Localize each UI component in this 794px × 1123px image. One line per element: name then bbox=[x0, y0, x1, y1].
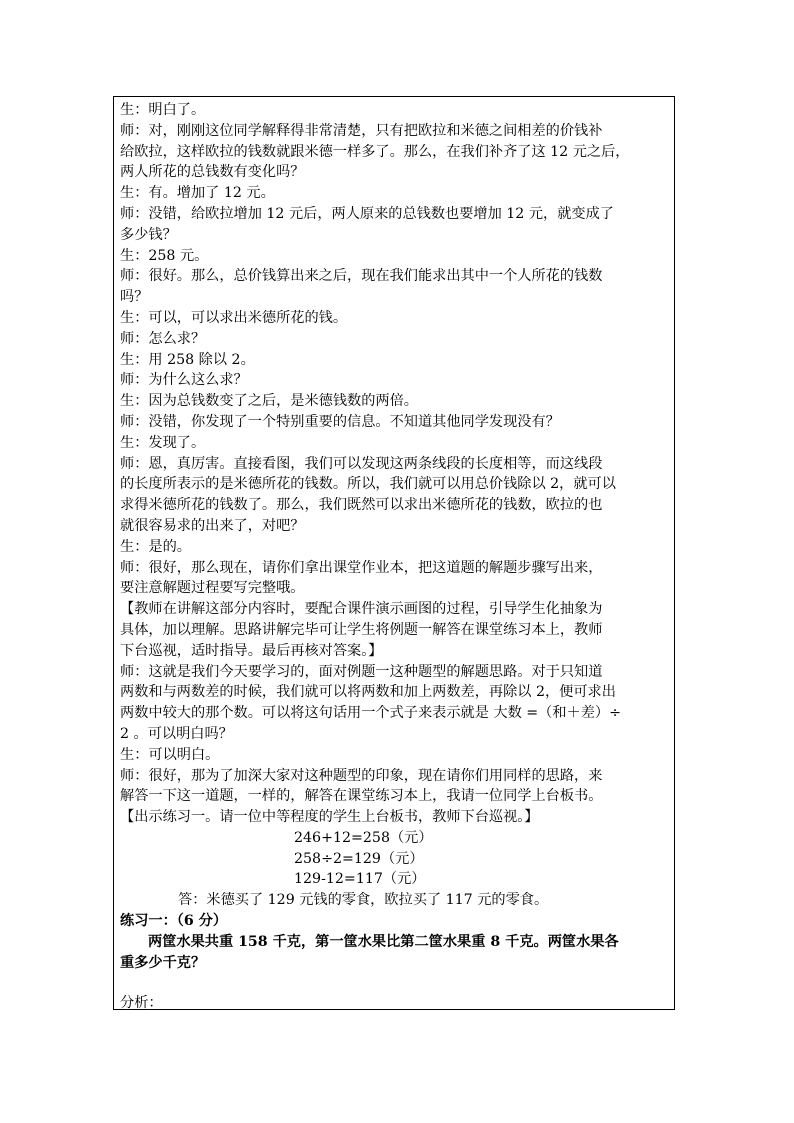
equations-block bbox=[120, 828, 668, 890]
dialogue-line: 生：因为总钱数变了之后，是米德钱数的两倍。 bbox=[120, 393, 418, 410]
dialogue-line: 两人所花的总钱数有变化吗？ bbox=[120, 164, 305, 181]
dialogue-line: 师：很好，那么现在，请你们拿出课堂作业本，把这道题的解题步骤写出来， bbox=[120, 559, 603, 576]
dialogue-line: 师：没错，你发现了一个特别重要的信息。不知道其他同学发现没有？ bbox=[120, 413, 560, 430]
dialogue-line: 吗？ bbox=[120, 289, 149, 306]
dialogue-line: 生：有。增加了 12 元。 bbox=[120, 185, 275, 202]
dialogue-line: 【出示练习一。请一位中等程度的学生上台板书，教师下台巡视。】 bbox=[120, 809, 539, 826]
dialogue-line: 的长度所表示的是米德所花的钱数。所以，我们就可以用总价钱除以 2，就可以 bbox=[120, 476, 616, 493]
dialogue-line: 生：明白了。 bbox=[120, 102, 206, 118]
dialogue-line: 【教师在讲解这部分内容时，要配合课件演示画图的过程，引导学生化抽象为 bbox=[120, 601, 603, 618]
dialogue-line: 师：这就是我们今天要学习的，面对例题一这种题型的解题思路。对于只知道 bbox=[120, 663, 603, 680]
dialogue-line: 师：为什么这么求？ bbox=[120, 372, 248, 389]
lesson-text-box bbox=[113, 96, 675, 1010]
dialogue-line: 给欧拉，这样欧拉的钱数就跟米德一样多了。那么，在我们补齐了这 12 元之后， bbox=[120, 143, 630, 160]
dialogue-line: 具体，加以理解。思路讲解完毕可让学生将例题一解答在课堂练习本上，教师 bbox=[120, 621, 603, 638]
dialogue-line: 就很容易求的出来了，对吧？ bbox=[120, 517, 305, 534]
equation-line: 246+12=258（元） bbox=[294, 829, 433, 846]
analysis-label: 分析： bbox=[120, 995, 163, 1012]
answer-line: 答：米德买了 129 元钱的零食，欧拉买了 117 元的零食。 bbox=[178, 892, 549, 909]
dialogue-line: 师：没错，给欧拉增加 12 元后，两人原来的总钱数也要增加 12 元，就变成了 bbox=[120, 205, 614, 222]
dialogue-line: 生：是的。 bbox=[120, 538, 191, 555]
dialogue-line: 要注意解题过程要写完整哦。 bbox=[120, 580, 305, 597]
dialogue-line: 下台巡视，适时指导。最后再核对答案。】 bbox=[120, 642, 383, 659]
dialogue-line: 师：对，刚刚这位同学解释得非常清楚，只有把欧拉和米德之间相差的价钱补 bbox=[120, 122, 603, 139]
dialogue-line: 多少钱？ bbox=[120, 226, 177, 243]
dialogue-line: 2 。可以明白吗？ bbox=[120, 725, 233, 742]
dialogue-line: 两数中较大的那个数。可以将这句话用一个式子来表示就是 大数 =（和＋差）÷ bbox=[120, 705, 621, 722]
dialogue-block bbox=[120, 100, 668, 828]
equation-line: 129-12=117（元） bbox=[294, 871, 426, 888]
dialogue-line: 师：怎么求？ bbox=[120, 330, 206, 347]
dialogue-line: 求得米德所花的钱数了。那么，我们既然可以求出米德所花的钱数，欧拉的也 bbox=[120, 497, 603, 514]
dialogue-line: 生：可以明白。 bbox=[120, 746, 220, 763]
exercise-title: 练习一：（6 分） bbox=[120, 913, 228, 930]
dialogue-line: 师：恩，真厉害。直接看图，我们可以发现这两条线段的长度相等，而这线段 bbox=[120, 455, 603, 472]
dialogue-line: 生：258 元。 bbox=[120, 247, 209, 264]
dialogue-line: 两数和与两数差的时候，我们就可以将两数和加上两数差，再除以 2，便可求出 bbox=[120, 684, 616, 701]
exercise-question-line: 重多少千克？ bbox=[120, 954, 206, 971]
dialogue-line: 生：用 258 除以 2。 bbox=[120, 351, 255, 368]
dialogue-line: 生：可以，可以求出米德所花的钱。 bbox=[120, 309, 348, 326]
dialogue-line: 师：很好，那为了加深大家对这种题型的印象，现在请你们用同样的思路，来 bbox=[120, 767, 603, 784]
equation-line: 258÷2=129（元） bbox=[294, 850, 424, 867]
dialogue-line: 生：发现了。 bbox=[120, 434, 206, 451]
dialogue-line: 师：很好。那么，总价钱算出来之后，现在我们能求出其中一个人所花的钱数 bbox=[120, 268, 603, 285]
exercise-question-line: 两筐水果共重 158 千克，第一筐水果比第二筐水果重 8 千克。两筐水果各 bbox=[148, 933, 619, 950]
dialogue-line: 解答一下这一道题，一样的，解答在课堂练习本上，我请一位同学上台板书。 bbox=[120, 788, 603, 805]
